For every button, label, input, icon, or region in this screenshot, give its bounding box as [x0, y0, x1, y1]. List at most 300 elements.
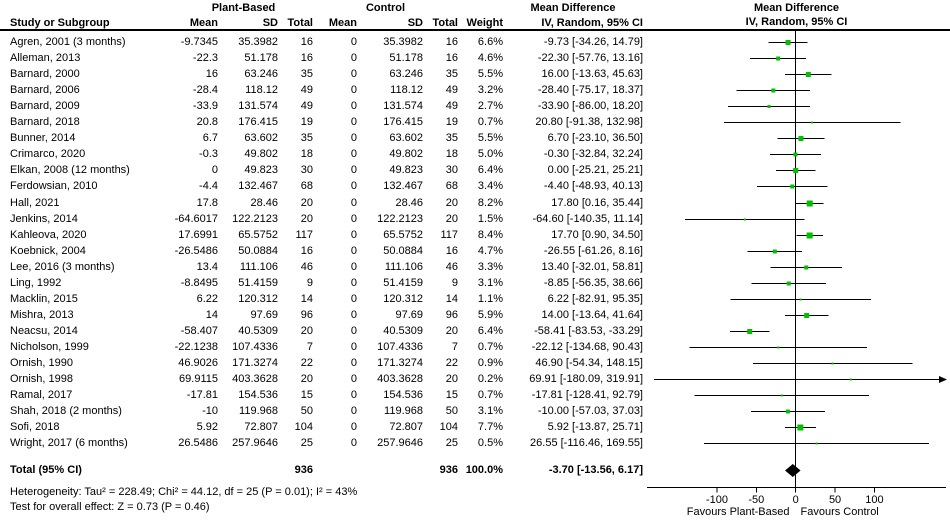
- table-row: [0, 34, 643, 50]
- control-total: 9: [451, 277, 458, 289]
- plantbased-mean: 5.92: [196, 421, 218, 433]
- ci-text: -22.12 [-134.68, 90.43]: [531, 341, 643, 353]
- table-row: [0, 291, 643, 307]
- control-total: 15: [445, 389, 458, 401]
- study-name: Nicholson, 1999: [10, 341, 89, 353]
- plantbased-sd: 119.968: [239, 405, 278, 417]
- weight-value: 3.1%: [477, 405, 503, 417]
- plantbased-sd: 132.467: [238, 180, 278, 192]
- weight-value: 1.5%: [477, 213, 503, 225]
- plantbased-mean: -28.4: [192, 84, 218, 96]
- plantbased-sd: 49.823: [244, 164, 278, 176]
- column-header-method-ci: IV, Random, 95% CI: [541, 17, 643, 29]
- effect-square: [807, 201, 813, 207]
- plantbased-sd: 154.536: [238, 389, 278, 401]
- control-sd: 122.2123: [377, 213, 423, 225]
- plantbased-mean: -10: [202, 405, 218, 417]
- plot-header-method-ci: IV, Random, 95% CI: [745, 16, 848, 28]
- ci-text: -10.00 [-57.03, 37.03]: [537, 405, 643, 417]
- control-mean: 0: [350, 180, 357, 192]
- control-sd: 176.415: [383, 116, 423, 128]
- plantbased-sd: 176.415: [238, 116, 278, 128]
- plantbased-total: 20: [300, 213, 313, 225]
- total-weight: 100.0%: [465, 464, 503, 476]
- control-total: 20: [445, 325, 458, 337]
- study-name: Mishra, 2013: [10, 309, 74, 321]
- effect-square: [744, 219, 746, 221]
- control-sd: 63.602: [389, 132, 423, 144]
- control-mean: 0: [350, 389, 357, 401]
- effect-square: [747, 329, 752, 334]
- axis-tick-label: 0: [792, 494, 799, 506]
- control-total: 18: [445, 148, 458, 160]
- plantbased-mean: 17.8: [196, 197, 218, 209]
- effect-square: [786, 410, 790, 414]
- control-sd: 28.46: [395, 197, 423, 209]
- study-name: Sofi, 2018: [10, 421, 60, 433]
- weight-value: 0.7%: [477, 341, 503, 353]
- ci-text: 17.80 [0.16, 35.44]: [551, 197, 643, 209]
- plantbased-total: 18: [300, 148, 313, 160]
- plantbased-sd: 72.807: [244, 421, 278, 433]
- summary-diamond: [785, 464, 801, 477]
- overall-effect-text: Test for overall effect: Z = 0.73 (P = 0.46): [10, 501, 210, 513]
- plantbased-mean: 16: [205, 68, 218, 80]
- group-header-control: Control: [365, 2, 406, 14]
- effect-square: [806, 72, 811, 77]
- table-row: [0, 259, 643, 275]
- ci-text: -9.73 [-34.26, 14.79]: [543, 36, 643, 48]
- weight-value: 2.7%: [477, 100, 503, 112]
- control-total: 16: [445, 36, 458, 48]
- table-row: [0, 82, 643, 98]
- study-name: Alleman, 2013: [10, 52, 81, 64]
- control-sd: 51.4159: [383, 277, 423, 289]
- plantbased-total: 35: [300, 132, 313, 144]
- ci-text: 26.55 [-116.46, 169.55]: [530, 437, 643, 449]
- effect-square: [786, 40, 791, 45]
- plantbased-sd: 50.0884: [238, 245, 278, 257]
- ci-text: 14.00 [-13.64, 41.64]: [541, 309, 643, 321]
- plantbased-total: 14: [300, 293, 313, 305]
- plantbased-mean: 26.5486: [178, 437, 218, 449]
- table-row: [0, 419, 643, 435]
- control-sd: 63.246: [389, 68, 423, 80]
- study-name: Crimarco, 2020: [10, 148, 86, 160]
- effect-square: [811, 122, 813, 124]
- ci-text: 0.00 [-25.21, 25.21]: [547, 164, 643, 176]
- weight-value: 0.2%: [477, 373, 503, 385]
- plantbased-sd: 107.4336: [232, 341, 278, 353]
- ci-text: -0.30 [-32.84, 32.24]: [543, 148, 643, 160]
- table-row: [0, 275, 643, 291]
- column-header-weight: Weight: [466, 17, 503, 29]
- control-total: 20: [445, 213, 458, 225]
- plantbased-mean: -64.6017: [174, 213, 218, 225]
- weight-value: 5.9%: [477, 309, 503, 321]
- column-header-study: Study or Subgroup: [10, 17, 110, 29]
- plantbased-mean: 17.6991: [178, 229, 218, 241]
- weight-value: 4.7%: [477, 245, 503, 257]
- plantbased-total: 20: [300, 325, 313, 337]
- table-row: [0, 387, 643, 403]
- plantbased-total: 25: [300, 437, 313, 449]
- control-mean: 0: [350, 116, 357, 128]
- total-n-control: 936: [439, 464, 458, 476]
- control-sd: 403.3628: [377, 373, 423, 385]
- weight-value: 5.5%: [477, 68, 503, 80]
- plantbased-mean: -26.5486: [174, 245, 218, 257]
- plantbased-total: 46: [300, 261, 313, 273]
- control-sd: 118.12: [390, 84, 423, 96]
- control-sd: 65.5752: [383, 229, 423, 241]
- axis-tick-label: 100: [865, 494, 884, 506]
- ci-text: -33.90 [-86.00, 18.20]: [537, 100, 643, 112]
- plantbased-mean: 6.22: [196, 293, 218, 305]
- control-mean: 0: [350, 421, 357, 433]
- weight-value: 3.4%: [477, 180, 503, 192]
- axis-tick-label: -100: [705, 494, 729, 506]
- plantbased-total: 15: [300, 389, 313, 401]
- effect-square: [793, 168, 798, 173]
- plantbased-sd: 120.312: [238, 293, 278, 305]
- control-total: 68: [445, 180, 458, 192]
- total-row: [0, 462, 643, 478]
- study-name: Elkan, 2008 (12 months): [10, 164, 130, 176]
- study-name: Neacsu, 2014: [10, 325, 78, 337]
- plantbased-mean: 0: [211, 164, 218, 176]
- weight-value: 6.4%: [477, 325, 503, 337]
- control-sd: 49.802: [389, 148, 423, 160]
- table-row: [0, 178, 643, 194]
- ci-text: 17.70 [0.90, 34.50]: [551, 229, 643, 241]
- control-total: 46: [445, 261, 458, 273]
- control-mean: 0: [350, 325, 357, 337]
- control-total: 14: [445, 293, 458, 305]
- table-row: [0, 243, 643, 259]
- plantbased-sd: 51.4159: [238, 277, 278, 289]
- control-total: 104: [439, 421, 458, 433]
- control-total: 25: [445, 437, 458, 449]
- plantbased-mean: -22.1238: [174, 341, 218, 353]
- weight-value: 6.4%: [477, 164, 503, 176]
- control-total: 49: [445, 84, 458, 96]
- ci-text: 69.91 [-180.09, 319.91]: [529, 373, 643, 385]
- weight-value: 3.3%: [477, 261, 503, 273]
- table-row: [0, 162, 643, 178]
- control-total: 16: [445, 245, 458, 257]
- weight-value: 1.1%: [477, 293, 503, 305]
- axis-tick-label: -50: [748, 494, 765, 506]
- study-name: Hall, 2021: [10, 197, 60, 209]
- plantbased-mean: -58.407: [180, 325, 218, 337]
- ci-text: 13.40 [-32.01, 58.81]: [541, 261, 643, 273]
- plantbased-total: 20: [300, 373, 313, 385]
- effect-square: [804, 266, 808, 270]
- plantbased-mean: -8.8495: [180, 277, 218, 289]
- plantbased-total: 7: [306, 341, 313, 353]
- effect-square: [771, 89, 775, 93]
- plantbased-sd: 63.602: [244, 132, 278, 144]
- ci-text: -22.30 [-57.76, 13.16]: [537, 52, 643, 64]
- control-mean: 0: [350, 36, 357, 48]
- weight-value: 3.1%: [477, 277, 503, 289]
- total-ci-text: -3.70 [-13.56, 6.17]: [548, 464, 643, 476]
- control-mean: 0: [350, 405, 357, 417]
- weight-value: 0.9%: [477, 357, 503, 369]
- table-row: [0, 211, 643, 227]
- plantbased-total: 50: [300, 405, 313, 417]
- study-name: Ornish, 1998: [10, 373, 73, 385]
- plantbased-sd: 257.9646: [232, 437, 278, 449]
- plantbased-mean: -9.7345: [180, 36, 218, 48]
- column-header-total-control: Total: [432, 17, 458, 29]
- table-row: [0, 371, 643, 387]
- total-sd2-blank: [357, 462, 423, 478]
- table-row: [0, 339, 643, 355]
- plantbased-mean: 13.4: [196, 261, 218, 273]
- plantbased-total: 19: [300, 116, 313, 128]
- ci-text: -8.85 [-56.35, 38.66]: [543, 277, 643, 289]
- table-row: [0, 114, 643, 130]
- weight-value: 5.0%: [477, 148, 503, 160]
- control-sd: 131.574: [383, 100, 423, 112]
- effect-square: [832, 363, 834, 365]
- study-name: Wright, 2017 (6 months): [10, 437, 128, 449]
- control-sd: 132.467: [383, 180, 423, 192]
- weight-value: 4.6%: [477, 52, 503, 64]
- control-mean: 0: [350, 148, 357, 160]
- column-header-mean-control: Mean: [328, 17, 357, 29]
- weight-value: 3.2%: [477, 84, 503, 96]
- plantbased-sd: 35.3982: [238, 36, 278, 48]
- control-mean: 0: [350, 213, 357, 225]
- total-label: Total (95% CI): [10, 464, 82, 476]
- weight-value: 8.4%: [477, 229, 503, 241]
- control-total: 30: [445, 164, 458, 176]
- ci-text: 6.22 [-82.91, 95.35]: [547, 293, 643, 305]
- plantbased-sd: 63.246: [244, 68, 278, 80]
- weight-value: 7.7%: [477, 421, 503, 433]
- control-sd: 97.69: [395, 309, 423, 321]
- control-sd: 257.9646: [377, 437, 423, 449]
- control-total: 49: [445, 100, 458, 112]
- plantbased-sd: 403.3628: [232, 373, 278, 385]
- plantbased-total: 9: [306, 277, 313, 289]
- weight-value: 0.7%: [477, 389, 503, 401]
- control-sd: 119.968: [384, 405, 423, 417]
- plantbased-mean: -22.3: [192, 52, 218, 64]
- table-row: [0, 355, 643, 371]
- control-total: 96: [445, 309, 458, 321]
- plantbased-total: 16: [300, 245, 313, 257]
- control-mean: 0: [350, 293, 357, 305]
- ci-text: 5.92 [-13.87, 25.71]: [547, 421, 643, 433]
- stats-header-mean-difference: Mean Difference: [530, 2, 616, 14]
- plantbased-mean: -4.4: [199, 180, 218, 192]
- effect-square: [787, 282, 791, 286]
- column-header-sd-plantbased: SD: [262, 17, 278, 29]
- table-row: [0, 146, 643, 162]
- axis-tick-label: 50: [828, 494, 842, 506]
- control-total: 20: [445, 373, 458, 385]
- control-mean: 0: [350, 437, 357, 449]
- plantbased-total: 30: [300, 164, 313, 176]
- control-mean: 0: [350, 309, 357, 321]
- favours-left-label: Favours Plant-Based: [686, 506, 790, 518]
- weight-value: 5.5%: [477, 132, 503, 144]
- weight-value: 0.5%: [477, 437, 503, 449]
- control-sd: 111.106: [384, 261, 423, 273]
- effect-square: [797, 425, 803, 431]
- control-total: 22: [445, 357, 458, 369]
- plantbased-mean: -0.3: [199, 148, 218, 160]
- plantbased-mean: 14: [205, 309, 218, 321]
- effect-square: [790, 185, 794, 189]
- ci-text: -64.60 [-140.35, 11.14]: [532, 213, 643, 225]
- effect-square: [807, 233, 813, 239]
- plantbased-sd: 131.574: [238, 100, 278, 112]
- plantbased-mean: 6.7: [202, 132, 218, 144]
- study-name: Shah, 2018 (2 months): [10, 405, 122, 417]
- study-name: Bunner, 2014: [10, 132, 76, 144]
- control-mean: 0: [350, 373, 357, 385]
- effect-square: [773, 250, 777, 254]
- study-name: Barnard, 2006: [10, 84, 80, 96]
- control-mean: 0: [350, 277, 357, 289]
- control-total: 7: [451, 341, 458, 353]
- study-name: Macklin, 2015: [10, 293, 78, 305]
- plantbased-mean: 20.8: [196, 116, 218, 128]
- control-total: 35: [445, 132, 458, 144]
- plantbased-sd: 28.46: [250, 197, 278, 209]
- control-sd: 49.823: [389, 164, 423, 176]
- plantbased-sd: 49.802: [244, 148, 278, 160]
- table-row: [0, 307, 643, 323]
- control-total: 16: [445, 52, 458, 64]
- weight-value: 6.6%: [477, 36, 503, 48]
- control-mean: 0: [350, 68, 357, 80]
- table-row: [0, 130, 643, 146]
- ci-text: -58.41 [-83.53, -33.29]: [534, 325, 643, 337]
- study-name: Ling, 1992: [10, 277, 62, 289]
- ci-text: 16.00 [-13.63, 45.63]: [541, 68, 643, 80]
- table-row: [0, 66, 643, 82]
- study-name: Ornish, 1990: [10, 357, 73, 369]
- study-name: Barnard, 2009: [10, 100, 80, 112]
- table-row: [0, 435, 643, 451]
- ci-text: -4.40 [-48.93, 40.13]: [543, 180, 643, 192]
- effect-square: [850, 379, 852, 381]
- control-total: 50: [445, 405, 458, 417]
- table-row: [0, 195, 643, 211]
- effect-square: [800, 299, 802, 301]
- control-sd: 51.178: [389, 52, 423, 64]
- total-mean2-blank: [313, 462, 357, 478]
- plantbased-sd: 122.2123: [232, 213, 278, 225]
- plantbased-total: 16: [300, 52, 313, 64]
- study-name: Barnard, 2000: [10, 68, 80, 80]
- ci-text: 20.80 [-91.38, 132.98]: [535, 116, 643, 128]
- effect-square: [816, 443, 818, 445]
- table-row: [0, 227, 643, 243]
- control-mean: 0: [350, 100, 357, 112]
- plantbased-mean: 46.9026: [178, 357, 218, 369]
- control-total: 19: [445, 116, 458, 128]
- study-name: Koebnick, 2004: [10, 245, 86, 257]
- plantbased-mean: 69.9115: [179, 373, 218, 385]
- plantbased-total: 22: [300, 357, 313, 369]
- plantbased-total: 96: [300, 309, 313, 321]
- total-mean1-blank: [164, 462, 218, 478]
- effect-square: [804, 313, 809, 318]
- ci-text: -17.81 [-128.41, 92.79]: [531, 389, 643, 401]
- table-row: [0, 98, 643, 114]
- plantbased-total: 104: [294, 421, 313, 433]
- control-sd: 40.5309: [383, 325, 423, 337]
- control-sd: 50.0884: [383, 245, 423, 257]
- table-row: [0, 403, 643, 419]
- weight-value: 8.2%: [477, 197, 503, 209]
- column-header-total-plantbased: Total: [287, 17, 313, 29]
- plantbased-total: 35: [300, 68, 313, 80]
- study-name: Ramal, 2017: [10, 389, 73, 401]
- plantbased-total: 117: [295, 229, 313, 241]
- plantbased-sd: 65.5752: [238, 229, 278, 241]
- ci-text: -28.40 [-75.17, 18.37]: [537, 84, 643, 96]
- plantbased-sd: 40.5309: [238, 325, 278, 337]
- ci-text: -26.55 [-61.26, 8.16]: [543, 245, 643, 257]
- total-n-plantbased: 936: [294, 464, 313, 476]
- study-name: Jenkins, 2014: [10, 213, 78, 225]
- table-row: [0, 50, 643, 66]
- control-total: 35: [445, 68, 458, 80]
- control-mean: 0: [350, 341, 357, 353]
- control-sd: 35.3982: [383, 36, 423, 48]
- control-sd: 120.312: [383, 293, 423, 305]
- study-name: Agren, 2001 (3 months): [10, 36, 126, 48]
- control-sd: 72.807: [389, 421, 423, 433]
- study-name: Kahleova, 2020: [10, 229, 87, 241]
- group-header-plant-based: Plant-Based: [211, 2, 276, 14]
- control-mean: 0: [350, 357, 357, 369]
- effect-square: [798, 136, 803, 141]
- study-name: Lee, 2016 (3 months): [10, 261, 115, 273]
- ci-text: 46.90 [-54.34, 148.15]: [535, 357, 643, 369]
- plot-header-mean-difference: Mean Difference: [754, 2, 839, 14]
- control-mean: 0: [350, 229, 357, 241]
- plantbased-sd: 171.3274: [232, 357, 278, 369]
- forest-plot-canvas: [643, 0, 950, 528]
- arrow-right-icon: [939, 376, 947, 383]
- plantbased-sd: 118.12: [245, 84, 278, 96]
- control-mean: 0: [350, 84, 357, 96]
- control-mean: 0: [350, 261, 357, 273]
- plantbased-total: 68: [300, 180, 313, 192]
- ci-text: 6.70 [-23.10, 36.50]: [547, 132, 643, 144]
- control-sd: 171.3274: [377, 357, 423, 369]
- plantbased-sd: 111.106: [239, 261, 278, 273]
- study-name: Ferdowsian, 2010: [10, 180, 98, 192]
- effect-square: [768, 105, 771, 108]
- heterogeneity-text: Heterogeneity: Tau² = 228.49; Chi² = 44.12, df = 25 (P = 0.01); I² = 43%: [10, 486, 358, 498]
- plantbased-sd: 51.178: [244, 52, 278, 64]
- control-total: 117: [440, 229, 458, 241]
- plantbased-total: 49: [300, 84, 313, 96]
- control-sd: 107.4336: [377, 341, 423, 353]
- effect-square: [793, 153, 797, 157]
- control-sd: 154.536: [383, 389, 423, 401]
